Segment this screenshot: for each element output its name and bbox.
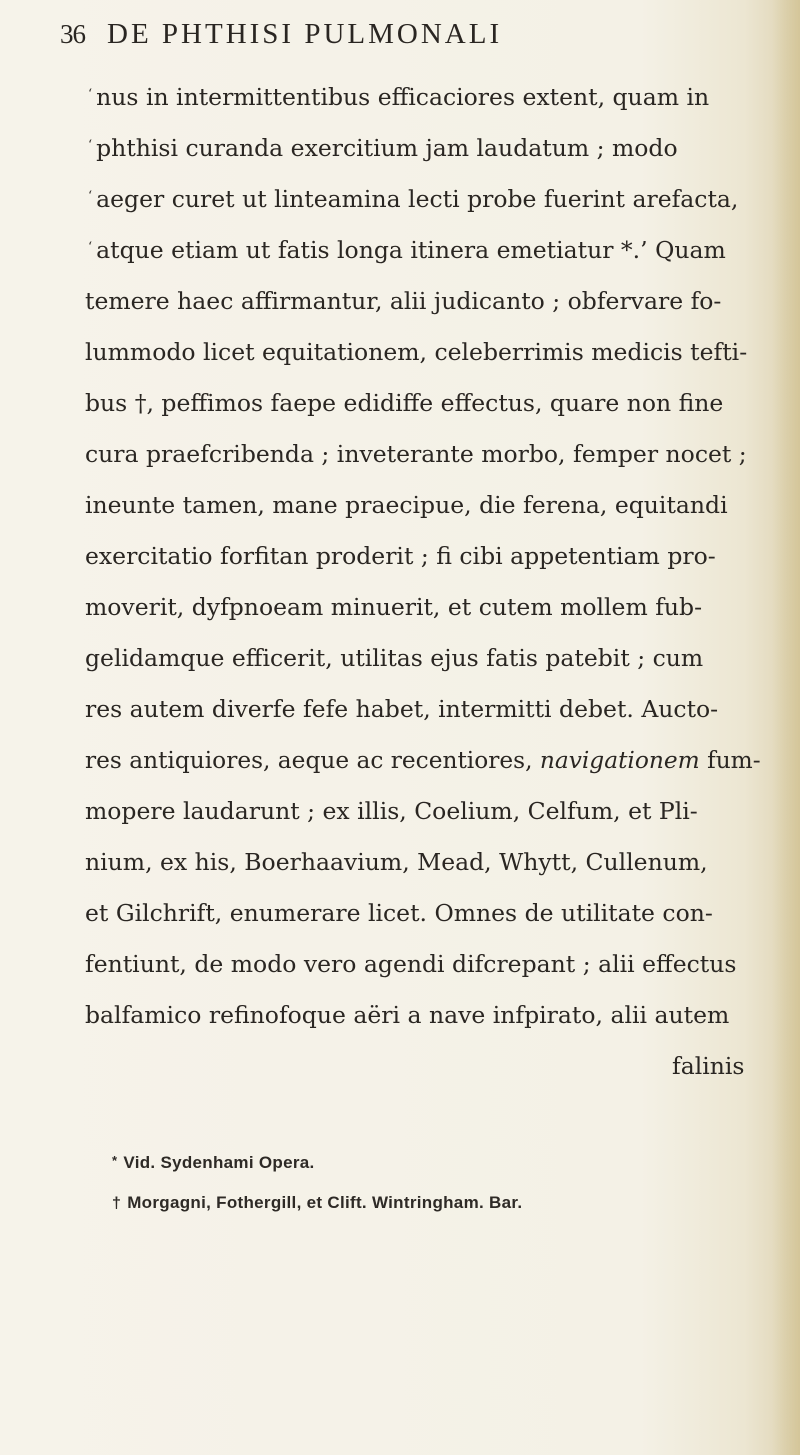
text-line-4 bbox=[88, 235, 726, 265]
text-line-6: lummodo licet equitationem, celeberrimis medicis tefti- bbox=[85, 338, 748, 366]
text-line-14 bbox=[85, 745, 761, 775]
text-line-2 bbox=[88, 133, 678, 163]
text-line-19: balfamico refinofoque aëri a nave infpirato, alii autem bbox=[85, 1001, 730, 1029]
quote-mark: ‘ bbox=[88, 138, 93, 153]
text-line-11: moverit, dyfpnoeam minuerit, et cutem mollem fub- bbox=[85, 593, 703, 621]
footnote-text: Morgagni, Fothergill, et Clift. Wintringham. Bar. bbox=[127, 1193, 523, 1212]
text-line-12: gelidamque efficerit, utilitas ejus fatis patebit ; cum bbox=[85, 644, 704, 672]
quote-mark: ‘ bbox=[88, 189, 93, 204]
text-line-15: mopere laudarunt ; ex illis, Coelium, Celfum, et Pli- bbox=[85, 797, 698, 825]
running-head bbox=[60, 18, 502, 58]
catchword: falinis bbox=[672, 1052, 745, 1080]
quote-mark: ‘ bbox=[88, 240, 93, 255]
text-line-10: exercitatio forfitan proderit ; fi cibi appetentiam pro- bbox=[85, 542, 716, 570]
running-title: DE PHTHISI PULMONALI bbox=[107, 18, 503, 50]
page-number: 36 bbox=[60, 19, 85, 49]
line-text: res antiquiores, aeque ac recentiores, bbox=[85, 746, 540, 774]
line-text: atque etiam ut fatis longa itinera emetiatur *.’ Quam bbox=[96, 236, 726, 264]
text-line-3 bbox=[88, 184, 738, 214]
footnote-1 bbox=[112, 1153, 315, 1173]
asterisk-mark: * bbox=[112, 1153, 118, 1168]
text-line-8: cura praefcribenda ; inveterante morbo, femper nocet ; bbox=[85, 440, 747, 468]
text-line-1 bbox=[88, 82, 709, 112]
line-text: phthisi curanda exercitium jam laudatum ; modo bbox=[96, 134, 678, 162]
line-text: fum- bbox=[699, 746, 761, 774]
text-line-16: nium, ex his, Boerhaavium, Mead, Whytt, Cullenum, bbox=[85, 848, 708, 876]
footnote-text: Vid. Sydenhami Opera. bbox=[123, 1153, 315, 1172]
text-line-7: bus †, peffimos faepe edidiffe effectus, quare non fine bbox=[85, 389, 724, 417]
dagger-mark: † bbox=[112, 1195, 122, 1212]
text-line-5: temere haec affirmantur, alii judicanto ; obfervare fo- bbox=[85, 287, 722, 315]
quote-mark: ‘ bbox=[88, 87, 93, 102]
text-line-18: fentiunt, de modo vero agendi difcrepant ; alii effectus bbox=[85, 950, 737, 978]
text-line-13: res autem diverfe fefe habet, intermitti debet. Aucto- bbox=[85, 695, 719, 723]
line-text: aeger curet ut linteamina lecti probe fuerint arefacta, bbox=[96, 185, 739, 213]
text-line-17: et Gilchrift, enumerare licet. Omnes de utilitate con- bbox=[85, 899, 713, 927]
line-text: nus in intermittentibus efficaciores extent, quam in bbox=[96, 83, 710, 111]
italic-term: navigationem bbox=[539, 746, 700, 774]
text-line-9: ineunte tamen, mane praecipue, die ferena, equitandi bbox=[85, 491, 728, 519]
footnote-2 bbox=[112, 1193, 522, 1213]
page-edge-shadow bbox=[772, 0, 800, 1455]
